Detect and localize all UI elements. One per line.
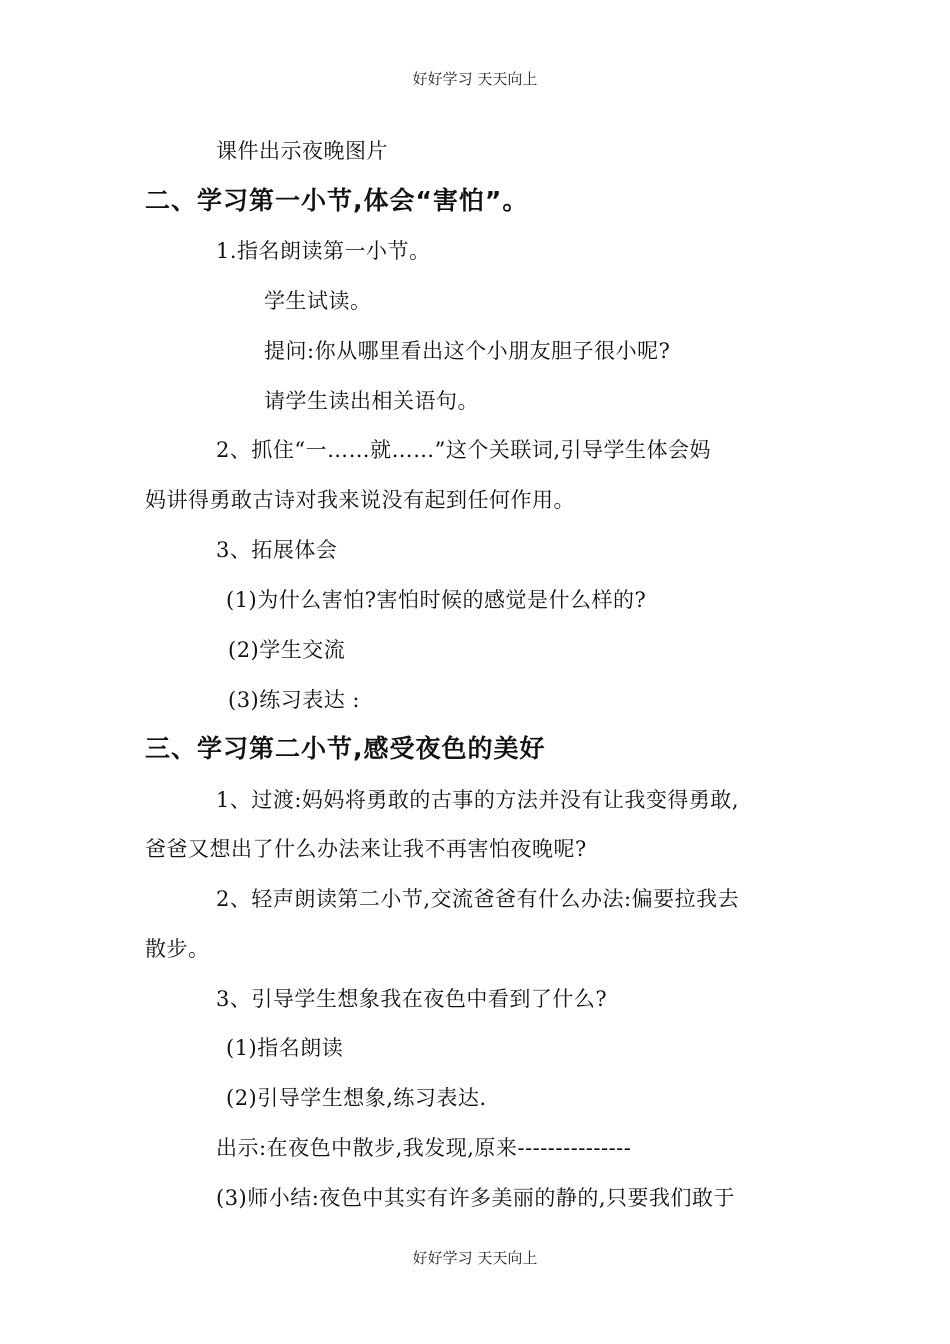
page-header: 好好学习 天天向上 [412,70,538,88]
summary-line: (3)师小结:夜色中其实有许多美丽的静的,只要我们敢于 [216,1186,735,1210]
transition-line: 1、过渡:妈妈将勇敢的古事的方法并没有让我变得勇敢, [216,788,740,812]
read-sentences-line: 请学生读出相关语句。 [264,389,479,413]
show-line: 出示:在夜色中散步,我发现,原来--------------- [216,1136,632,1160]
courseware-line: 课件出示夜晚图片 [216,139,388,163]
read-aloud-continued: 散步。 [145,937,210,961]
question-line: 提问:你从哪里看出这个小朋友胆子很小呢? [264,339,671,363]
student-try-line: 学生试读。 [264,289,372,313]
substep-2-line: (2)学生交流 [228,638,346,662]
step-3-line: 3、拓展体会 [216,538,338,562]
read-aloud-line: 2、轻声朗读第二小节,交流爸爸有什么办法:偏要拉我去 [216,887,740,911]
imagine-substep-1: (1)指名朗读 [226,1036,344,1060]
page-footer: 好好学习 天天向上 [412,1249,538,1267]
imagine-substep-2: (2)引导学生想象,练习表达. [226,1086,487,1110]
section-heading-2: 二、学习第一小节,体会“害怕”。 [145,186,529,215]
transition-continued: 爸爸又想出了什么办法来让我不再害怕夜晚呢? [145,837,587,861]
substep-1-line: (1)为什么害怕?害怕时候的感觉是什么样的? [226,588,647,612]
step-2-line: 2、抓住“一……就……”这个关联词,引导学生体会妈 [216,438,712,462]
step-1-line: 1.指名朗读第一小节。 [216,239,431,263]
step-2-continued: 妈讲得勇敢古诗对我来说没有起到任何作用。 [145,488,575,512]
imagine-line: 3、引导学生想象我在夜色中看到了什么? [216,987,608,1011]
section-heading-3: 三、学习第二小节,感受夜色的美好 [145,734,546,763]
substep-3-line: (3)练习表达 : [228,688,360,712]
